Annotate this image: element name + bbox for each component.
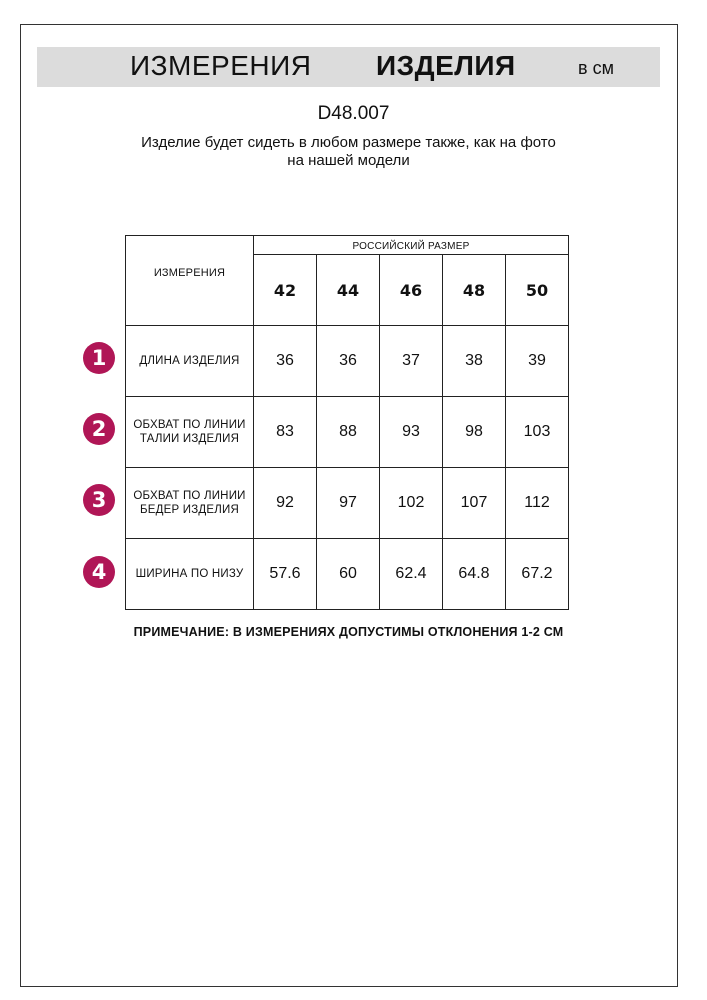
row-label: ДЛИНА ИЗДЕЛИЯ	[139, 355, 240, 367]
header-title-measurements: ИЗМЕРЕНИЯ	[130, 50, 312, 81]
table-cell	[506, 539, 569, 610]
table-cell	[380, 468, 443, 539]
size-header-cell	[506, 255, 569, 326]
cell-value: 60	[339, 565, 357, 582]
size-group-header-cell	[254, 236, 569, 255]
cell-value: 112	[524, 494, 550, 511]
cell-value: 39	[528, 352, 546, 369]
measurement-marker-3: 3	[83, 484, 115, 516]
measurement-marker-1: 1	[83, 342, 115, 374]
fit-description	[0, 134, 697, 170]
size-header-cell	[443, 255, 506, 326]
table-cell	[443, 397, 506, 468]
table-cell	[317, 397, 380, 468]
cell-value: 57.6	[269, 565, 301, 582]
size-header: 46	[399, 281, 423, 300]
cell-value: 38	[465, 352, 483, 369]
cell-value: 92	[276, 494, 294, 511]
header-unit: в см	[578, 58, 614, 78]
row-label-line-1: ОБХВАТ ПО ЛИНИИ	[133, 490, 246, 502]
size-header: 42	[273, 281, 297, 300]
cell-value: 37	[402, 352, 420, 369]
cell-value: 103	[523, 423, 551, 440]
size-table	[125, 235, 569, 610]
cell-value: 102	[397, 494, 425, 511]
header-title-product: ИЗДЕЛИЯ	[376, 50, 516, 81]
size-header-cell	[380, 255, 443, 326]
table-row	[126, 326, 569, 397]
measurement-marker-4: 4	[83, 556, 115, 588]
measurements-header: ИЗМЕРЕНИЯ	[153, 266, 226, 279]
table-cell	[317, 468, 380, 539]
table-cell	[254, 326, 317, 397]
row-label: ШИРИНА ПО НИЗУ	[135, 568, 244, 580]
size-header: 48	[462, 281, 486, 300]
tolerance-note: ПРИМЕЧАНИЕ: В ИЗМЕРЕНИЯХ ДОПУСТИМЫ ОТКЛОНЕНИЯ 1-2 СМ	[133, 625, 564, 639]
table-row	[126, 397, 569, 468]
cell-value: 93	[402, 423, 420, 440]
row-label-cell	[126, 468, 254, 539]
cell-value: 98	[465, 423, 483, 440]
cell-value: 36	[339, 352, 357, 369]
cell-value: 36	[276, 352, 294, 369]
table-cell	[443, 539, 506, 610]
size-header-cell	[254, 255, 317, 326]
fit-description-line-2: на нашей модели	[287, 152, 410, 169]
table-cell	[254, 468, 317, 539]
measurements-header-cell	[126, 236, 254, 326]
cell-value: 67.2	[521, 565, 553, 582]
table-cell	[506, 468, 569, 539]
table-cell	[380, 397, 443, 468]
row-label-cell	[126, 539, 254, 610]
table-cell	[380, 539, 443, 610]
table-cell	[506, 397, 569, 468]
table-cell	[317, 539, 380, 610]
table-cell	[380, 326, 443, 397]
cell-value: 62.4	[395, 565, 427, 582]
product-code: D48.007	[317, 103, 390, 124]
table-header-row	[126, 236, 569, 255]
row-label-cell	[126, 397, 254, 468]
cell-value: 107	[460, 494, 488, 511]
table-cell	[443, 326, 506, 397]
table-row	[126, 539, 569, 610]
size-header: 50	[525, 281, 549, 300]
size-header: 44	[336, 281, 360, 300]
cell-value: 64.8	[458, 565, 490, 582]
row-label-cell	[126, 326, 254, 397]
size-header-cell	[317, 255, 380, 326]
row-label-line-2: ТАЛИИ ИЗДЕЛИЯ	[139, 433, 240, 445]
row-label-line-2: БЕДЕР ИЗДЕЛИЯ	[140, 504, 239, 516]
cell-value: 88	[339, 423, 357, 440]
table-cell	[506, 326, 569, 397]
table-cell	[443, 468, 506, 539]
cell-value: 83	[276, 423, 294, 440]
cell-value: 97	[339, 494, 357, 511]
row-label-line-1: ОБХВАТ ПО ЛИНИИ	[133, 419, 246, 431]
size-group-header: РОССИЙСКИЙ РАЗМЕР	[352, 241, 470, 252]
table-cell	[254, 539, 317, 610]
measurement-marker-2: 2	[83, 413, 115, 445]
table-cell	[317, 326, 380, 397]
table-row	[126, 468, 569, 539]
fit-description-line-1: Изделие будет сидеть в любом размере также, как на фото	[141, 134, 556, 151]
table-cell	[254, 397, 317, 468]
